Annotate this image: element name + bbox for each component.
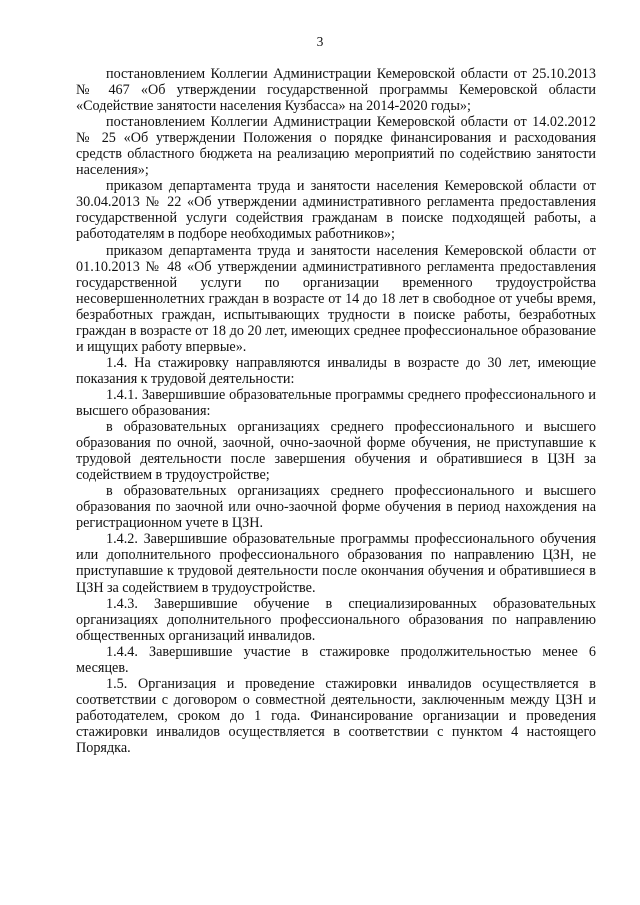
paragraph-1-4: 1.4. На стажировку направляются инвалиды в возрасте до 30 лет, имеющие показания к трудовой деятельности: bbox=[76, 354, 596, 387]
paragraph-order-22: приказом департамента труда и занятости населения Кемеровской области от 30.04.2013 № 22 «Об утверждении административного регламента предоставления государственной услуги содействия гражданам в поиске подходящей работы, а работодателям в подборе необходимых работников»; bbox=[76, 178, 596, 243]
paragraph-decree-467: постановлением Коллегии Администрации Кемеровской области от 25.10.2013 № 467 «Об утверждении государственной программы Кемеровской области «Содействие занятости населения Кузбасса» на 2014-2020 годы»; bbox=[76, 66, 596, 115]
page-number: 3 bbox=[316, 34, 324, 49]
paragraph-1-4-4: 1.4.4. Завершившие участие в стажировке продолжительностью менее 6 месяцев. bbox=[76, 643, 596, 676]
document-body bbox=[76, 66, 596, 756]
paragraph-decree-25: постановлением Коллегии Администрации Кемеровской области от 14.02.2012 № 25 «Об утверждении Положения о порядке финансирования и расходования средств областного бюджета на реализацию мероприятий по содействию занятости населения»; bbox=[76, 114, 596, 179]
paragraph-1-4-3: 1.4.3. Завершившие обучение в специализированных образовательных организациях дополнительного профессионального образования по направлению общественных организаций инвалидов. bbox=[76, 595, 596, 644]
paragraph-order-48: приказом департамента труда и занятости населения Кемеровской области от 01.10.2013 № 48 «Об утверждении административного регламента предоставления государственной услуги по организации временного трудоустройства несовершеннолетних граждан в возрасте от 14 до 18 лет в свободное от учебы время, безработных граждан, испытывающих трудности в поиске работы, безработных граждан в возрасте от 18 до 20 лет, имеющих среднее профессиональное образование и ищущих работу впервые». bbox=[76, 242, 596, 355]
paragraph-1-4-1: 1.4.1. Завершившие образовательные программы среднего профессионального и высшего образования: bbox=[76, 386, 596, 419]
paragraph-1-4-1-parttime: в образовательных организациях среднего профессионального и высшего образования по заочной или очно-заочной форме обучения в период нахождения на регистрационном учете в ЦЗН. bbox=[76, 483, 596, 532]
paragraph-1-4-1-fulltime: в образовательных организациях среднего профессионального и высшего образования по очной, заочной, очно-заочной форме обучения, не приступавшие к трудовой деятельности после завершения обучения и обратившиеся в ЦЗН за содействием в трудоустройстве; bbox=[76, 419, 596, 484]
paragraph-1-5: 1.5. Организация и проведение стажировки инвалидов осуществляется в соответствии с договором о совместной деятельности, заключенным между ЦЗН и работодателем, сроком до 1 года. Финансирование организации и проведения стажировки инвалидов осуществляется в соответствии с пунктом 4 настоящего Порядка. bbox=[76, 675, 596, 756]
paragraph-1-4-2: 1.4.2. Завершившие образовательные программы профессионального обучения или дополнительного профессионального образования по направлению ЦЗН, не приступавшие к трудовой деятельности после окончания обучения и обратившиеся в ЦЗН за содействием в трудоустройстве. bbox=[76, 531, 596, 596]
